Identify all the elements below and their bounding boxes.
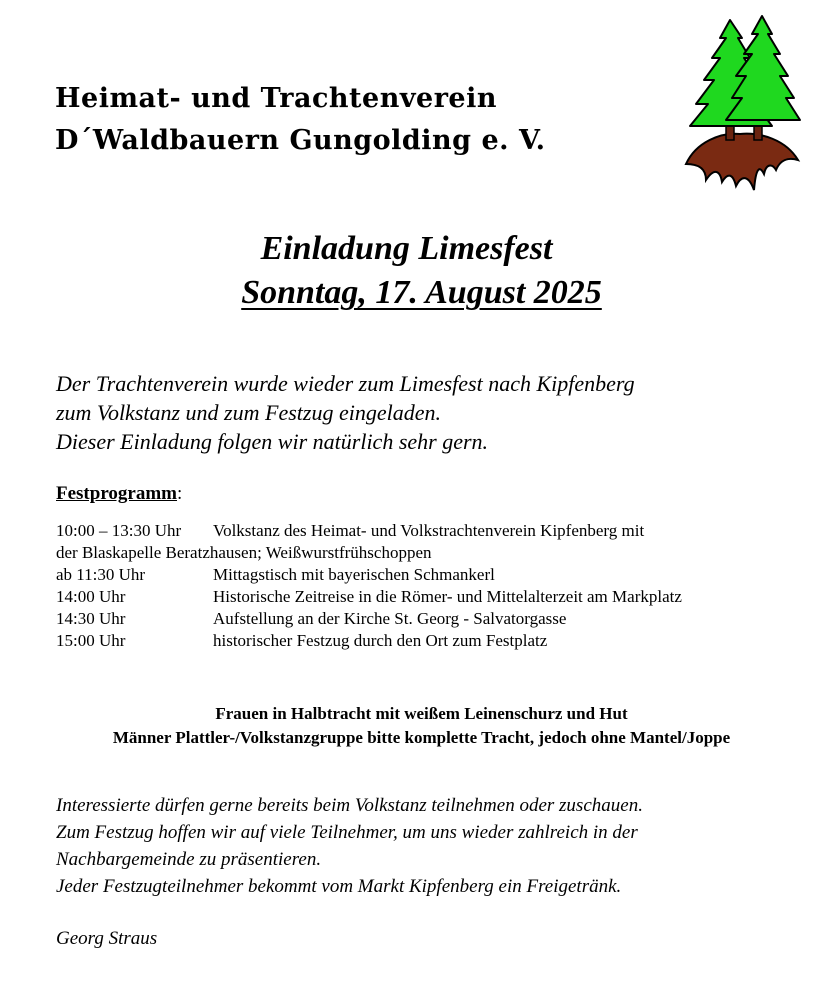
closing-line: Zum Festzug hoffen wir auf viele Teilnehmer, um uns wieder zahlreich in der	[56, 822, 638, 843]
closing-line: Nachbargemeinde zu präsentieren.	[56, 849, 322, 870]
program-item	[56, 520, 796, 542]
intro-paragraph	[56, 369, 796, 456]
program-description: Mittagstisch mit bayerischen Schmankerl	[213, 565, 495, 584]
event-date: Sonntag, 17. August 2025	[241, 274, 602, 311]
program-description: Historische Zeitreise in die Römer- und Mittelalterzeit am Markplatz	[213, 587, 682, 606]
club-name	[55, 78, 546, 162]
program-heading-colon: :	[177, 483, 183, 504]
program-time: 14:30 Uhr	[56, 609, 126, 628]
program-list	[56, 520, 796, 652]
program-time: 10:00 – 13:30 Uhr	[56, 521, 182, 540]
closing-line: Jeder Festzugteilnehmer bekommt vom Markt Kipfenberg ein Freigetränk.	[56, 876, 622, 897]
program-heading	[56, 482, 182, 506]
program-item	[56, 586, 796, 608]
intro-line: Dieser Einladung folgen wir natürlich sehr gern.	[56, 429, 489, 454]
program-description-continued: der Blaskapelle Beratzhausen; Weißwurstfrühschoppen	[56, 543, 432, 562]
club-name-line-1: Heimat- und Trachtenverein	[55, 83, 497, 114]
intro-line: zum Volkstanz und zum Festzug eingeladen.	[56, 400, 441, 425]
dress-code	[0, 702, 813, 750]
program-description: Volkstanz des Heimat- und Volkstrachtenverein Kipfenberg mit	[213, 521, 645, 540]
club-name-line-2: D´Waldbauern Gungolding e. V.	[55, 125, 546, 156]
program-time: ab 11:30 Uhr	[56, 565, 146, 584]
program-item	[56, 630, 796, 652]
program-description: Aufstellung an der Kirche St. Georg - Salvatorgasse	[213, 609, 567, 628]
intro-line: Der Trachtenverein wurde wieder zum Limesfest nach Kipfenberg	[56, 371, 635, 396]
program-item	[56, 608, 796, 630]
dress-code-women: Frauen in Halbtracht mit weißem Leinenschurz und Hut	[215, 704, 628, 723]
program-heading-label: Festprogramm	[56, 483, 178, 504]
fir-trees-logo-icon	[676, 14, 804, 196]
program-time: 14:00 Uhr	[56, 587, 126, 606]
program-item	[56, 564, 796, 586]
event-title: Einladung Limesfest	[260, 230, 553, 267]
program-time: 15:00 Uhr	[56, 631, 126, 650]
dress-code-men: Männer Plattler-/Volkstanzgruppe bitte komplette Tracht, jedoch ohne Mantel/Joppe	[112, 728, 731, 747]
signature: Georg Straus	[56, 928, 158, 949]
closing-paragraph	[56, 792, 801, 900]
closing-line: Interessierte dürfen gerne bereits beim Volkstanz teilnehmen oder zuschauen.	[56, 795, 643, 816]
program-description: historischer Festzug durch den Ort zum Festplatz	[213, 631, 548, 650]
